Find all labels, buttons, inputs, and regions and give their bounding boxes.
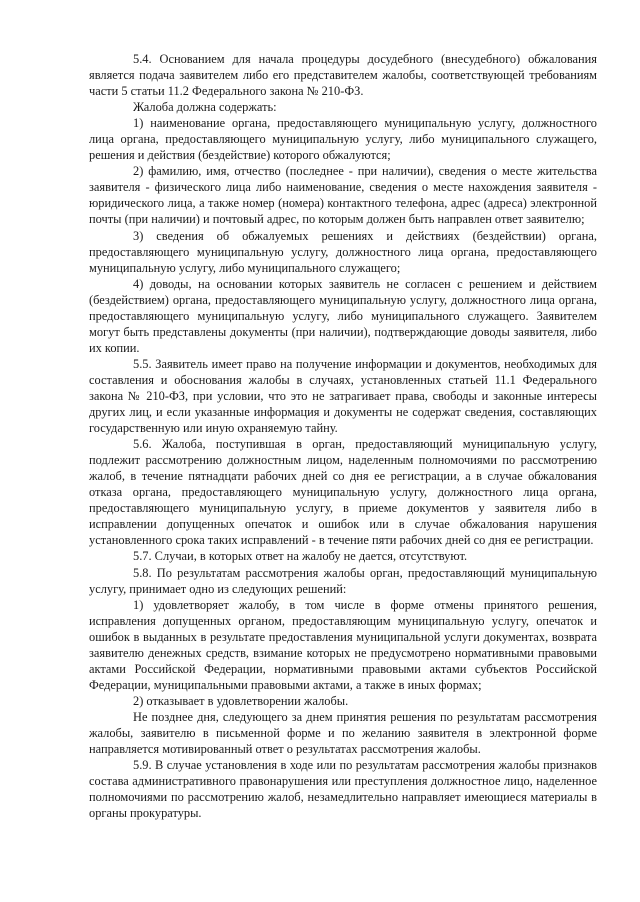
paragraph-5-5: 5.5. Заявитель имеет право на получение информации и документов, необходимых для составления и обоснования жалобы в случаях, установленных статьей 11.1 Федерального закона № 210-ФЗ, при условии, что это не затрагивает права, свободы и законные интересы других лиц, и если указанные информация и документы не содержат сведения, составляющих государственную или иную охраняемую тайну. [89,356,597,436]
document-page [89,51,597,821]
paragraph-5-6: 5.6. Жалоба, поступившая в орган, предоставляющий муниципальную услугу, подлежит рассмотрению должностным лицом, наделенным полномочиями по рассмотрению жалоб, в течение пятнадцати рабочих дней со дня ее регистрации, а в случае обжалования отказа органа, предоставляющего муниципальную услугу, должностного лица органа, предоставляющего муниципальную услугу, в приеме документов у заявителя либо в исправлении допущенных опечаток и ошибок или в случае обжалования нарушения установленного срока таких исправлений - в течение пяти рабочих дней со дня ее регистрации. [89,437,597,548]
paragraph-item-1-authority-name: 1) наименование органа, предоставляющего муниципальную услугу, должностного лица органа, предоставляющего муниципальную услугу, либо муниципального служащего, решения и действия (бездействие) которого обжалуются; [89,116,597,163]
paragraph-5-8: 5.8. По результатам рассмотрения жалобы орган, предоставляющий муниципальную услугу, принимает одно из следующих решений: [89,565,597,596]
paragraph-5-4: 5.4. Основанием для начала процедуры досудебного (внесудебного) обжалования является подача заявителем либо его представителем жалобы, соответствующей требованиям части 5 статьи 11.2 Федерального закона № 210-ФЗ. [89,52,597,99]
paragraph-decision-2-refuse: 2) отказывает в удовлетворении жалобы. [133,693,349,708]
paragraph-item-4-arguments: 4) доводы, на основании которых заявитель не согласен с решением и действием (бездействием) органа, предоставляющего муниципальную услугу, должностного лица органа, предоставляющего муниципальную услугу, либо муниципального служащего. Заявителем могут быть представлены документы (при наличии), подтверждающие доводы заявителя, либо их копии. [89,276,597,355]
paragraph-5-9: 5.9. В случае установления в ходе или по результатам рассмотрения жалобы признаков состава административного правонарушения или преступления должностное лицо, наделенное полномочиями по рассмотрению жалоб, незамедлительно направляет имеющиеся материалы в органы прокуратуры. [89,758,597,821]
paragraph-complaint-contents-intro: Жалоба должна содержать: [133,100,277,115]
paragraph-5-7: 5.7. Случаи, в которых ответ на жалобу не дается, отсутствуют. [133,549,468,564]
paragraph-decision-1-satisfy: 1) удовлетворяет жалобу, в том числе в форме отмены принятого решения, исправления допущенных органом, предоставляющим муниципальную услугу, опечаток и ошибок в выданных в результате предоставления муниципальной услуги документах, возврата заявителю денежных средств, взимание которых не предусмотрено нормативными правовыми актами Российской Федерации, нормативными правовыми актами субъектов Российской Федерации, муниципальными правовыми актами, а также в иных формах; [89,597,597,692]
paragraph-item-2-applicant-details: 2) фамилию, имя, отчество (последнее - при наличии), сведения о месте жительства заявителя - физического лица либо наименование, сведения о месте нахождения заявителя - юридического лица, а также номер (номера) контактного телефона, адрес (адреса) электронной почты (при наличии) и почтовый адрес, по которым должен быть направлен ответ заявителю; [89,164,597,227]
paragraph-item-3-appealed-decisions: 3) сведения об обжалуемых решениях и действиях (бездействии) органа, предоставляющего муниципальную услугу, должностного лица органа, предоставляющего муниципальную услугу, либо муниципального служащего; [89,228,597,275]
paragraph-reasoned-response: Не позднее дня, следующего за днем принятия решения по результатам рассмотрения жалобы, заявителю в письменной форме и по желанию заявителя в электронной форме направляется мотивированный ответ о результатах рассмотрения жалобы. [89,709,597,757]
